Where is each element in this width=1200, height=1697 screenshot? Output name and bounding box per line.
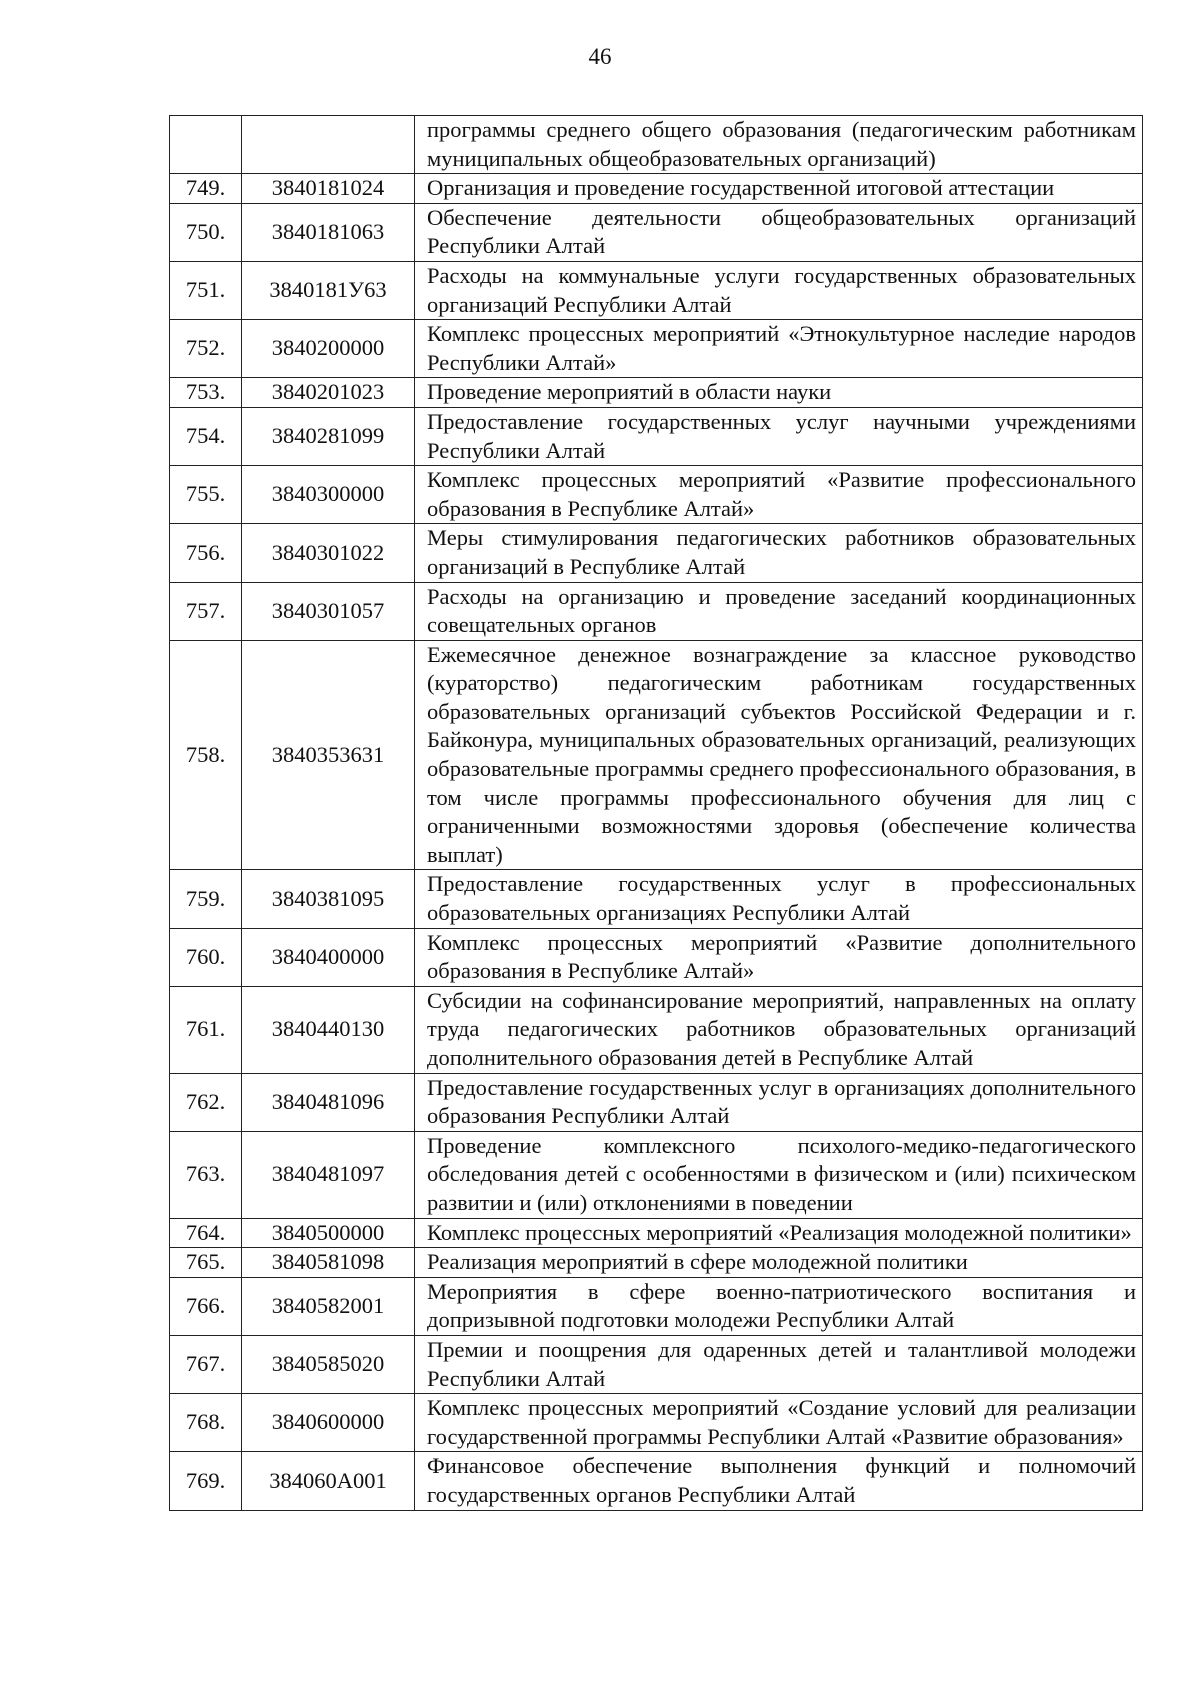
row-number: 762. [170,1073,242,1131]
row-number: 758. [170,640,242,870]
page-number: 46 [588,44,612,69]
budget-code: 3840281099 [242,407,415,465]
table-row [170,1335,1143,1393]
table-row [170,203,1143,261]
table-row [170,1131,1143,1218]
table-row [170,174,1143,204]
item-description: Комплекс процессных мероприятий «Этнокультурное наследие народов Республики Алтай» [415,320,1143,378]
budget-code: 3840301057 [242,582,415,640]
table-row [170,986,1143,1073]
row-number [170,116,242,174]
row-number: 750. [170,203,242,261]
budget-code: 3840181063 [242,203,415,261]
row-number: 759. [170,870,242,928]
row-number: 754. [170,407,242,465]
budget-code [242,116,415,174]
budget-code: 3840481097 [242,1131,415,1218]
table-row [170,116,1143,174]
row-number: 756. [170,524,242,582]
table-row [170,870,1143,928]
item-description: Ежемесячное денежное вознаграждение за классное руководство (кураторство) педагогическим работникам государственных образовательных организаций субъектов Российской Федерации и г. Байконура, муниципальных образовательных организаций, реализующих образовательные программы среднего профессионального образования, в том числе программы профессионального обучения для лиц с ограниченными возможностями здоровья (обеспечение количества выплат) [415,640,1143,870]
table-row [170,1218,1143,1248]
row-number: 768. [170,1394,242,1452]
item-description: Организация и проведение государственной итоговой аттестации [415,174,1143,204]
item-description: Финансовое обеспечение выполнения функций и полномочий государственных органов Республики Алтай [415,1452,1143,1510]
table-row [170,524,1143,582]
item-description: Меры стимулирования педагогических работников образовательных организаций в Республике Алтай [415,524,1143,582]
row-number: 752. [170,320,242,378]
table-row [170,1394,1143,1452]
item-description: Проведение комплексного психолого-медико-педагогического обследования детей с особенностями в физическом и (или) психическом развитии и (или) отклонениями в поведении [415,1131,1143,1218]
budget-code: 3840381095 [242,870,415,928]
table-row [170,1277,1143,1335]
item-description: Проведение мероприятий в области науки [415,378,1143,408]
item-description: Премии и поощрения для одаренных детей и талантливой молодежи Республики Алтай [415,1335,1143,1393]
item-description: Расходы на коммунальные услуги государственных образовательных организаций Республики Алтай [415,261,1143,319]
budget-codes-table [169,115,1143,1511]
budget-code: 3840600000 [242,1394,415,1452]
table-row [170,320,1143,378]
row-number: 749. [170,174,242,204]
row-number: 751. [170,261,242,319]
budget-code: 3840581098 [242,1248,415,1278]
budget-code: 3840353631 [242,640,415,870]
item-description: Комплекс процессных мероприятий «Развитие дополнительного образования в Республике Алтай» [415,928,1143,986]
item-description: Предоставление государственных услуг в профессиональных образовательных организациях Республики Алтай [415,870,1143,928]
table-row [170,1248,1143,1278]
budget-code: 3840181У63 [242,261,415,319]
budget-code: 3840201023 [242,378,415,408]
row-number: 760. [170,928,242,986]
table-row [170,261,1143,319]
item-description: Комплекс процессных мероприятий «Создание условий для реализации государственной программы Республики Алтай «Развитие образования» [415,1394,1143,1452]
table-row [170,582,1143,640]
item-description: Субсидии на софинансирование мероприятий, направленных на оплату труда педагогических работников образовательных организаций дополнительного образования детей в Республике Алтай [415,986,1143,1073]
row-number: 764. [170,1218,242,1248]
table-row [170,466,1143,524]
budget-code: 3840301022 [242,524,415,582]
table-row [170,1073,1143,1131]
row-number: 769. [170,1452,242,1510]
budget-code: 3840440130 [242,986,415,1073]
row-number: 763. [170,1131,242,1218]
budget-code: 3840582001 [242,1277,415,1335]
table-row [170,640,1143,870]
budget-code: 3840400000 [242,928,415,986]
row-number: 767. [170,1335,242,1393]
budget-code: 3840500000 [242,1218,415,1248]
item-description: Мероприятия в сфере военно-патриотического воспитания и допризывной подготовки молодежи Республики Алтай [415,1277,1143,1335]
budget-code: 3840585020 [242,1335,415,1393]
row-number: 753. [170,378,242,408]
item-description: Комплекс процессных мероприятий «Реализация молодежной политики» [415,1218,1143,1248]
budget-code: 3840181024 [242,174,415,204]
table-row [170,1452,1143,1510]
row-number: 765. [170,1248,242,1278]
row-number: 755. [170,466,242,524]
row-number: 757. [170,582,242,640]
budget-code: 3840200000 [242,320,415,378]
row-number: 766. [170,1277,242,1335]
table-row [170,928,1143,986]
item-description: Обеспечение деятельности общеобразовательных организаций Республики Алтай [415,203,1143,261]
item-description: Предоставление государственных услуг в организациях дополнительного образования Республики Алтай [415,1073,1143,1131]
item-description: Реализация мероприятий в сфере молодежной политики [415,1248,1143,1278]
table-row [170,378,1143,408]
budget-code: 3840481096 [242,1073,415,1131]
item-description: Расходы на организацию и проведение заседаний координационных совещательных органов [415,582,1143,640]
item-description: программы среднего общего образования (педагогическим работникам муниципальных общеобразовательных организаций) [415,116,1143,174]
item-description: Предоставление государственных услуг научными учреждениями Республики Алтай [415,407,1143,465]
table-row [170,407,1143,465]
budget-code: 384060А001 [242,1452,415,1510]
item-description: Комплекс процессных мероприятий «Развитие профессионального образования в Республике Алтай» [415,466,1143,524]
budget-code: 3840300000 [242,466,415,524]
row-number: 761. [170,986,242,1073]
